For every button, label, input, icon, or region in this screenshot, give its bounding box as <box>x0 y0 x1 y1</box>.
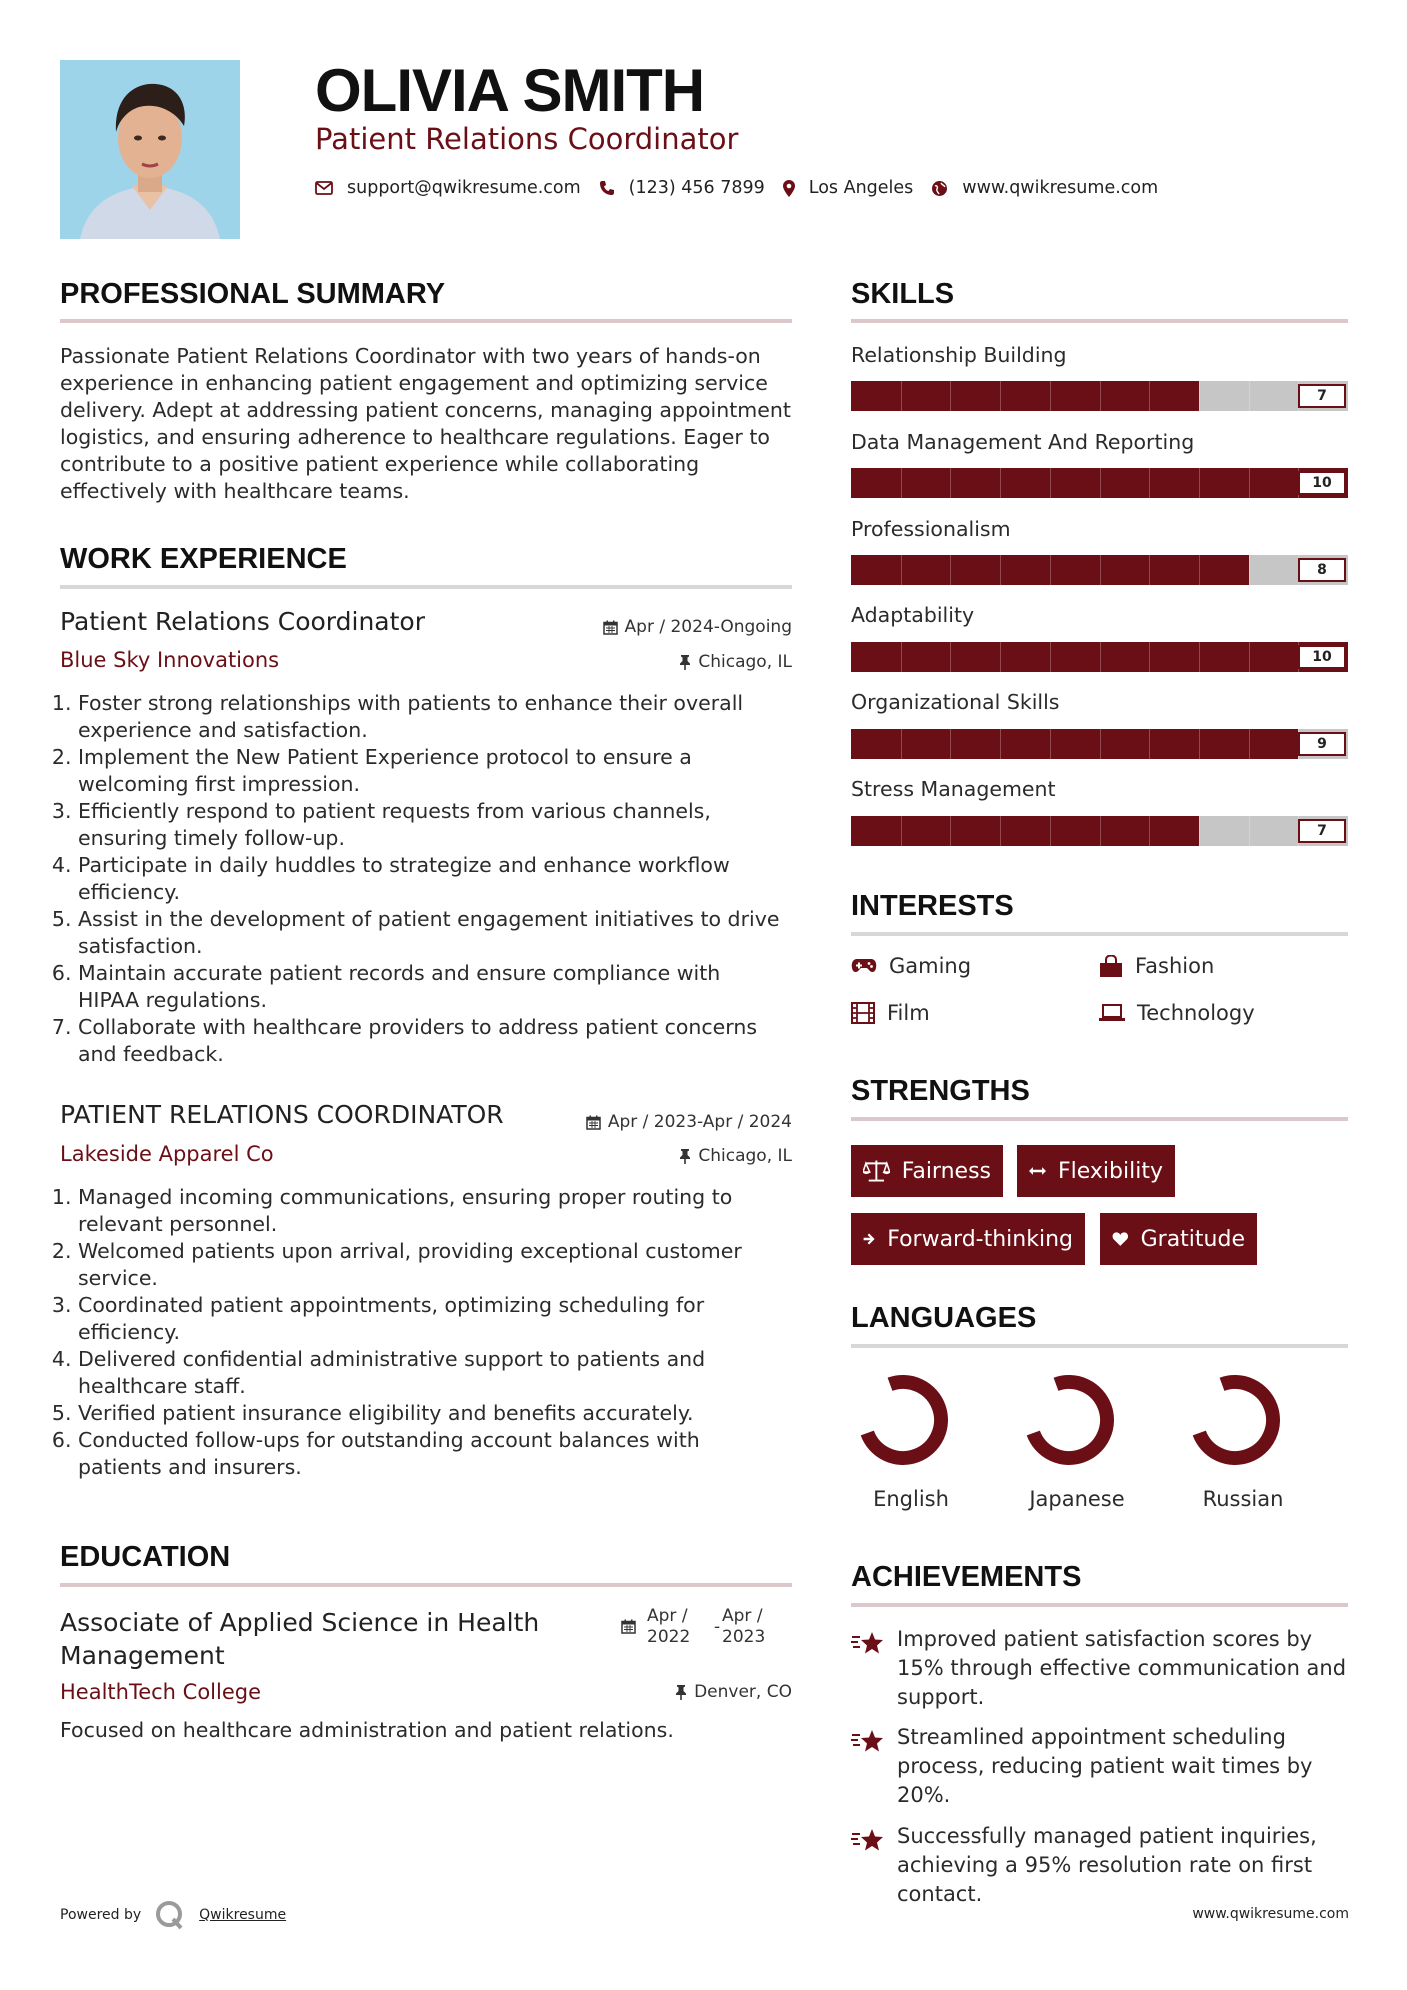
contact-website[interactable] <box>931 178 1158 198</box>
qwikresume-link[interactable]: Qwikresume <box>199 1907 287 1923</box>
skill-bar-segment <box>1100 381 1101 411</box>
interest-technology <box>1099 1001 1255 1025</box>
job-location-text-1: Chicago, IL <box>698 652 792 672</box>
heart-icon <box>1112 1228 1129 1250</box>
skill-bar-segment <box>1000 468 1001 498</box>
edu-date-sep: - <box>714 1617 721 1637</box>
skill-bar-segment <box>950 729 951 759</box>
skill-bar-segment <box>1050 468 1051 498</box>
skill-name-4: Adaptability <box>851 603 975 627</box>
list-item: 3. Efficiently respond to patient requests from various channels, ensuring timely follow-up. <box>78 798 780 852</box>
balance-scale-icon <box>863 1159 890 1183</box>
skill-bar-segment <box>950 468 951 498</box>
skill-bar-segment <box>1249 381 1250 411</box>
interest-fashion <box>1099 954 1214 978</box>
skill-bar-4 <box>851 642 1348 672</box>
website-text: www.qwikresume.com <box>962 178 1159 198</box>
skill-bar-segment <box>950 642 951 672</box>
education-divider <box>60 1583 792 1587</box>
education-heading: EDUCATION <box>60 1541 231 1573</box>
job-bullets-1 <box>60 690 780 1068</box>
language-label-english: English <box>873 1487 949 1511</box>
languages-heading: LANGUAGES <box>851 1302 1037 1334</box>
thumbtack-icon <box>679 655 691 670</box>
avatar <box>60 60 240 239</box>
skill-bar-1 <box>851 381 1348 411</box>
interest-film <box>851 1001 930 1025</box>
profile-photo <box>60 60 240 239</box>
skill-bar-segment <box>1199 642 1200 672</box>
achievements-divider <box>851 1603 1348 1607</box>
skill-name-2: Data Management And Reporting <box>851 430 1195 454</box>
skill-bar-segment <box>901 642 902 672</box>
skill-name-1: Relationship Building <box>851 343 1067 367</box>
strength-gratitude <box>1100 1213 1257 1265</box>
skill-bar-segment <box>1249 816 1250 846</box>
list-item: 6. Maintain accurate patient records and ensure compliance with HIPAA regulations. <box>78 960 780 1014</box>
contact-location <box>783 178 914 198</box>
skill-score: 8 <box>1298 558 1346 582</box>
list-item: 5. Verified patient insurance eligibility and benefits accurately. <box>78 1400 780 1427</box>
achievement-text: Successfully managed patient inquiries, achieving a 95% resolution rate on first contact. <box>897 1824 1317 1906</box>
language-ring-english <box>844 1361 962 1479</box>
qwikresume-logo-icon <box>155 1900 185 1930</box>
company-1: Blue Sky Innovations <box>60 648 280 672</box>
shooting-star-icon <box>851 1629 885 1657</box>
film-icon <box>851 1002 875 1024</box>
skill-bar-segment <box>1249 729 1250 759</box>
skill-bar-fill <box>851 381 1199 411</box>
skill-bar-segment <box>1000 729 1001 759</box>
skill-bar-segment <box>1100 642 1101 672</box>
strength-label: Gratitude <box>1140 1226 1245 1252</box>
language-level-arc <box>1020 1371 1117 1468</box>
job-date-1 <box>603 617 792 637</box>
skill-bar-segment <box>1149 729 1150 759</box>
skill-bar-segment <box>950 816 951 846</box>
language-level-arc <box>1186 1371 1283 1468</box>
skill-bar-segment <box>1149 642 1150 672</box>
skill-bar-segment <box>901 468 902 498</box>
skill-bar-segment <box>1149 381 1150 411</box>
job-title-2: PATIENT RELATIONS COORDINATOR <box>60 1100 504 1129</box>
skill-bar-segment <box>1149 555 1150 585</box>
language-label-japanese: Japanese <box>1029 1487 1125 1511</box>
achievements-heading: ACHIEVEMENTS <box>851 1561 1082 1593</box>
list-item: 2. Welcomed patients upon arrival, providing exceptional customer service. <box>78 1238 780 1292</box>
skill-bar-segment <box>1050 816 1051 846</box>
powered-by-text: Powered by <box>60 1907 142 1923</box>
language-level-arc <box>854 1371 951 1468</box>
school-name: HealthTech College <box>60 1680 262 1704</box>
skill-bar-segment <box>1249 555 1250 585</box>
skill-bar-fill <box>851 816 1199 846</box>
skill-bar-segment <box>1050 642 1051 672</box>
job-date-text-2: Apr / 2023-Apr / 2024 <box>607 1112 792 1132</box>
laptop-icon <box>1099 1004 1125 1022</box>
list-item: 1. Managed incoming communications, ensuring proper routing to relevant personnel. <box>78 1184 780 1238</box>
strength-label: Fairness <box>901 1158 991 1184</box>
list-item: 6. Conducted follow-ups for outstanding account balances with patients and insurers. <box>78 1427 780 1481</box>
list-item: 4. Participate in daily huddles to strategize and enhance workflow efficiency. <box>78 852 780 906</box>
list-item: 1. Foster strong relationships with patients to enhance their overall experience and satisfaction. <box>78 690 780 744</box>
powered-by <box>60 1900 286 1930</box>
skill-bar-segment <box>901 555 902 585</box>
contact-phone[interactable] <box>599 178 765 198</box>
calendar-icon <box>621 1619 636 1634</box>
globe-icon <box>931 180 948 197</box>
skill-bar-segment <box>901 729 902 759</box>
skill-score: 10 <box>1298 645 1346 669</box>
list-item: 2. Implement the New Patient Experience protocol to ensure a welcoming first impression. <box>78 744 780 798</box>
skill-bar-segment <box>1000 642 1001 672</box>
edu-date-start: Apr / 2022 <box>647 1606 691 1647</box>
phone-icon <box>599 180 615 196</box>
skill-name-6: Stress Management <box>851 777 1056 801</box>
achievement-item <box>851 1625 1351 1712</box>
skill-name-5: Organizational Skills <box>851 690 1060 714</box>
shopping-bag-icon <box>1099 955 1123 977</box>
skill-bar-fill <box>851 729 1298 759</box>
skill-bar-segment <box>1199 381 1200 411</box>
degree-title: Associate of Applied Science in Health Management <box>60 1608 540 1670</box>
footer-website[interactable]: www.qwikresume.com <box>1192 1906 1349 1922</box>
contact-bar <box>315 178 1176 198</box>
skill-bar-2 <box>851 468 1348 498</box>
skill-bar-6 <box>851 816 1348 846</box>
skill-bar-segment <box>950 555 951 585</box>
skill-score: 7 <box>1298 819 1346 843</box>
arrows-horizontal-icon <box>1029 1164 1046 1178</box>
strength-label: Forward-thinking <box>887 1226 1073 1252</box>
job-bullets-2 <box>60 1184 780 1481</box>
interest-label: Technology <box>1137 1001 1255 1025</box>
skill-bar-segment <box>1000 816 1001 846</box>
skill-bar-segment <box>1149 816 1150 846</box>
skill-bar-segment <box>901 816 902 846</box>
calendar-icon <box>603 620 618 635</box>
job-location-1 <box>679 652 792 672</box>
strength-fairness <box>851 1145 1003 1197</box>
skill-bar-segment <box>1050 381 1051 411</box>
summary-divider <box>60 319 792 323</box>
thumbtack-icon <box>679 1149 691 1164</box>
list-item: 4. Delivered confidential administrative support to patients and healthcare staff. <box>78 1346 780 1400</box>
skill-bar-segment <box>1100 816 1101 846</box>
shooting-star-icon <box>851 1826 885 1854</box>
skill-bar-segment <box>1249 468 1250 498</box>
achievement-item <box>851 1822 1351 1909</box>
list-item: 3. Coordinated patient appointments, optimizing scheduling for efficiency. <box>78 1292 780 1346</box>
language-label-russian: Russian <box>1202 1487 1284 1511</box>
location-text: Los Angeles <box>808 178 914 198</box>
skill-bar-segment <box>1100 555 1101 585</box>
candidate-title: Patient Relations Coordinator <box>315 122 739 156</box>
edu-date-end: Apr / 2023 <box>722 1606 766 1647</box>
job-date-text-1: Apr / 2024-Ongoing <box>624 617 792 637</box>
experience-divider <box>60 585 792 589</box>
language-ring-russian <box>1176 1361 1294 1479</box>
skill-bar-segment <box>1050 555 1051 585</box>
skill-bar-segment <box>1050 729 1051 759</box>
skill-bar-segment <box>1249 642 1250 672</box>
company-2: Lakeside Apparel Co <box>60 1142 274 1166</box>
achievement-item <box>851 1723 1351 1810</box>
list-item: 7. Collaborate with healthcare providers to address patient concerns and feedback. <box>78 1014 780 1068</box>
skill-bar-segment <box>1199 468 1200 498</box>
experience-heading: WORK EXPERIENCE <box>60 543 347 575</box>
edu-location <box>675 1682 792 1702</box>
skill-score: 7 <box>1298 384 1346 408</box>
list-item: 5. Assist in the development of patient engagement initiatives to drive satisfaction. <box>78 906 780 960</box>
contact-email[interactable] <box>315 178 581 198</box>
strength-forward-thinking <box>851 1213 1085 1265</box>
language-ring-japanese <box>1010 1361 1128 1479</box>
skill-bar-segment <box>901 381 902 411</box>
interests-heading: INTERESTS <box>851 890 1014 922</box>
skill-bar-segment <box>1199 555 1200 585</box>
skill-bar-3 <box>851 555 1348 585</box>
interest-label: Fashion <box>1135 954 1215 978</box>
skills-divider <box>851 319 1348 323</box>
summary-text: Passionate Patient Relations Coordinator with two years of hands-on experience in enhancing patient engagement and optimizing service delivery. Adept at addressing patient concerns, managing appointment logistics, and ensuring adherence to healthcare regulations. Eager to contribute to a positive patient experience while collaborating effectively with healthcare teams. <box>60 344 791 503</box>
education-description: Focused on healthcare administration and patient relations. <box>60 1718 674 1742</box>
skill-name-3: Professionalism <box>851 517 1011 541</box>
summary-heading: PROFESSIONAL SUMMARY <box>60 278 446 310</box>
skill-bar-segment <box>1100 729 1101 759</box>
gamepad-icon <box>851 958 877 974</box>
skill-bar-5 <box>851 729 1348 759</box>
languages-divider <box>851 1344 1348 1348</box>
skill-score: 10 <box>1298 471 1346 495</box>
email-text: support@qwikresume.com <box>347 178 581 198</box>
skill-bar-segment <box>1149 468 1150 498</box>
candidate-name: OLIVIA SMITH <box>315 57 705 124</box>
skill-bar-segment <box>1199 729 1200 759</box>
strengths-heading: STRENGTHS <box>851 1075 1030 1107</box>
interests-divider <box>851 932 1348 936</box>
job-location-text-2: Chicago, IL <box>698 1146 792 1166</box>
interest-gaming <box>851 954 971 978</box>
envelope-icon <box>315 181 333 195</box>
strengths-divider <box>851 1117 1348 1121</box>
map-marker-icon <box>783 180 795 197</box>
skill-bar-segment <box>950 381 951 411</box>
interest-label: Gaming <box>889 954 972 978</box>
skill-bar-segment <box>1000 555 1001 585</box>
skills-heading: SKILLS <box>851 278 955 310</box>
achievement-text: Improved patient satisfaction scores by 15% through effective communication and support. <box>897 1627 1347 1709</box>
job-title-1: Patient Relations Coordinator <box>60 607 425 636</box>
shooting-star-icon <box>851 1727 885 1755</box>
skill-bar-segment <box>1000 381 1001 411</box>
job-date-2 <box>586 1112 792 1132</box>
strength-flexibility <box>1017 1145 1175 1197</box>
arrow-right-icon <box>863 1229 875 1249</box>
job-location-2 <box>679 1146 792 1166</box>
strength-label: Flexibility <box>1058 1158 1163 1184</box>
achievement-text: Streamlined appointment scheduling process, reducing patient wait times by 20%. <box>897 1725 1313 1807</box>
phone-text: (123) 456 7899 <box>628 178 765 198</box>
edu-location-text: Denver, CO <box>694 1682 792 1702</box>
skill-bar-segment <box>1199 816 1200 846</box>
interest-label: Film <box>887 1001 930 1025</box>
thumbtack-icon <box>675 1685 687 1700</box>
skill-bar-segment <box>1100 468 1101 498</box>
calendar-icon <box>586 1115 601 1130</box>
skill-score: 9 <box>1298 732 1346 756</box>
